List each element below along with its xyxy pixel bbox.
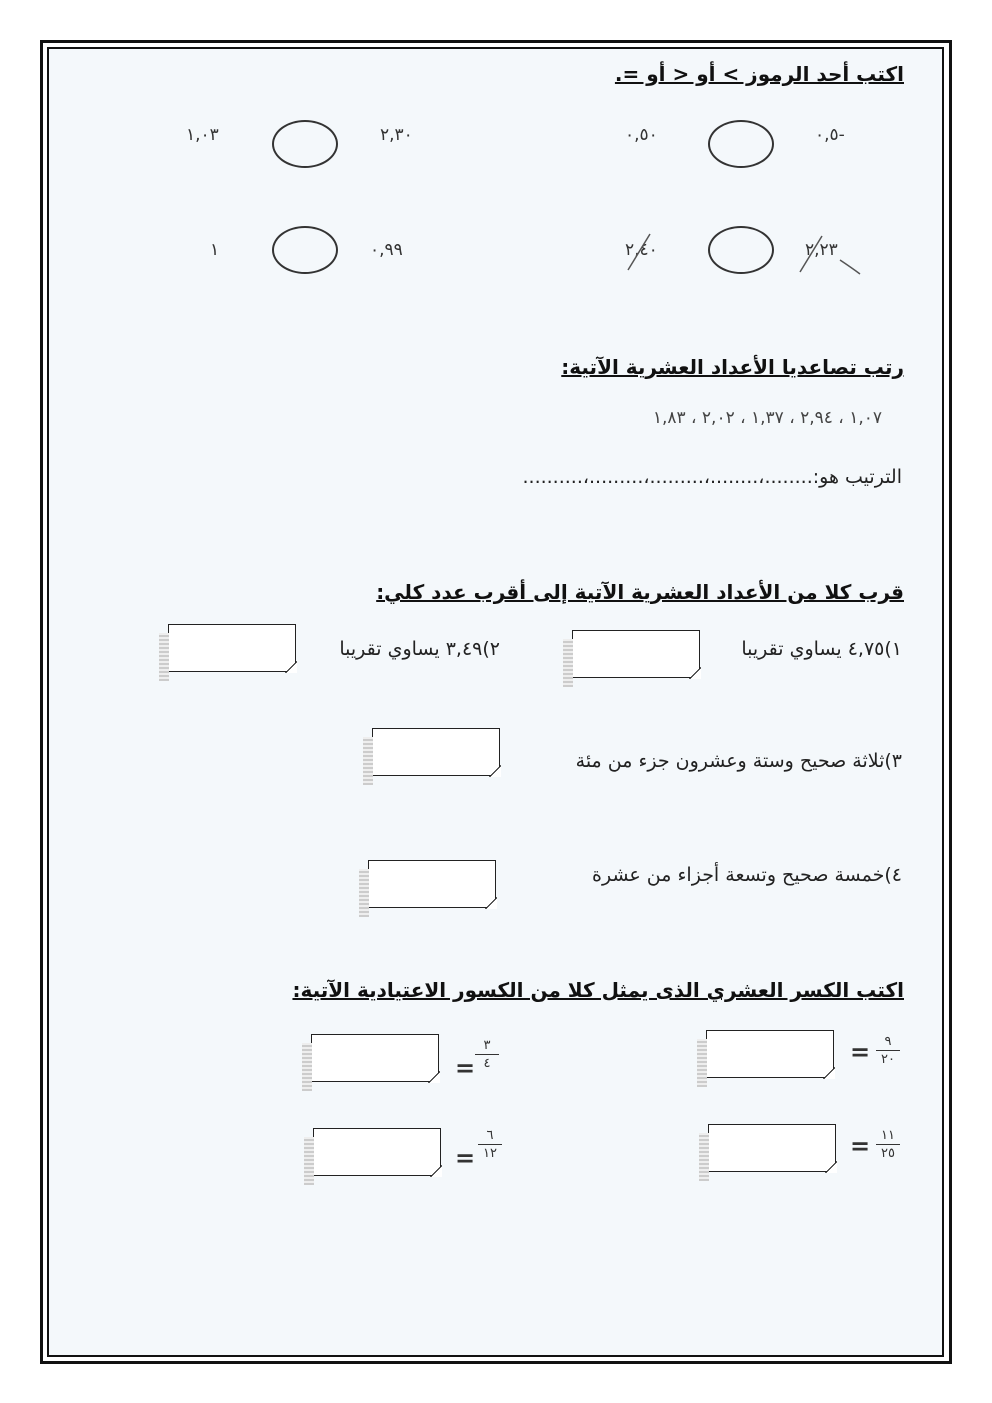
rounding-item-2: ٢)٣,٤٩ يساوي تقريبا [339, 638, 500, 660]
compare-right-number: ١ [210, 240, 220, 260]
numbers-to-order: ١,٠٧ ، ٢,٩٤ ، ١,٣٧ ، ٢,٠٢ ، ١,٨٣ [652, 408, 882, 428]
fraction-denominator: ٢٥ [881, 1146, 895, 1161]
compare-left-number: ٢,٢٣ [805, 240, 838, 260]
fraction-denominator: ٢٠ [881, 1052, 895, 1067]
fraction-3 [876, 1128, 900, 1161]
section1-title: اكتب أحد الرموز > أو < أو =. [614, 62, 904, 86]
section4-title: اكتب الكسر العشري الذى يمثل كلا من الكسور الاعتيادية الآتية: [292, 978, 904, 1002]
rounding-item-1: ١)٤,٧٥ يساوي تقريبا [741, 638, 902, 660]
fraction-4 [478, 1128, 502, 1161]
compare-answer-oval[interactable] [272, 226, 338, 274]
compare-left-number: ٠,٩٩ [370, 240, 403, 260]
fraction-answer-box-1[interactable] [706, 1030, 834, 1078]
compare-answer-oval[interactable] [708, 120, 774, 168]
rounding-answer-box-2[interactable] [168, 624, 296, 672]
compare-answer-oval[interactable] [272, 120, 338, 168]
compare-right-number: ١,٠٣ [186, 125, 219, 145]
equals-sign: = [850, 1132, 871, 1160]
section2-title: رتب تصاعديا الأعداد العشرية الآتية: [561, 355, 904, 379]
fraction-1 [876, 1034, 900, 1067]
equals-sign: = [455, 1144, 476, 1172]
fraction-answer-box-3[interactable] [708, 1124, 836, 1172]
fraction-answer-box-2[interactable] [311, 1034, 439, 1082]
compare-right-number: ٢,٤٠ [625, 240, 658, 260]
equals-sign: = [455, 1054, 476, 1082]
fraction-numerator: ٩ [876, 1034, 900, 1051]
compare-left-number: ٠,٥- [815, 125, 845, 145]
fraction-2 [475, 1038, 499, 1071]
fraction-answer-box-4[interactable] [313, 1128, 441, 1176]
compare-left-number: ٢,٣٠ [380, 125, 413, 145]
fraction-numerator: ٦ [478, 1128, 502, 1145]
compare-right-number: ٠,٥٠ [625, 125, 658, 145]
equals-sign: = [850, 1038, 871, 1066]
handwritten-marks [620, 228, 870, 278]
rounding-item-4: ٤)خمسة صحيح وتسعة أجزاء من عشرة [592, 864, 902, 886]
rounding-answer-box-1[interactable] [572, 630, 700, 678]
fraction-numerator: ٣ [475, 1038, 499, 1055]
rounding-answer-box-4[interactable] [368, 860, 496, 908]
rounding-item-3: ٣)ثلاثة صحيح وستة وعشرون جزء من مئة [575, 750, 902, 772]
fraction-numerator: ١١ [876, 1128, 900, 1145]
order-answer-line[interactable]: الترتيب هو:........،........،.........،.........،.......... [522, 466, 902, 488]
fraction-denominator: ١٢ [483, 1146, 497, 1161]
rounding-answer-box-3[interactable] [372, 728, 500, 776]
section3-title: قرب كلا من الأعداد العشرية الآتية إلى أقرب عدد كلي: [376, 580, 904, 604]
fraction-denominator: ٤ [483, 1056, 491, 1071]
